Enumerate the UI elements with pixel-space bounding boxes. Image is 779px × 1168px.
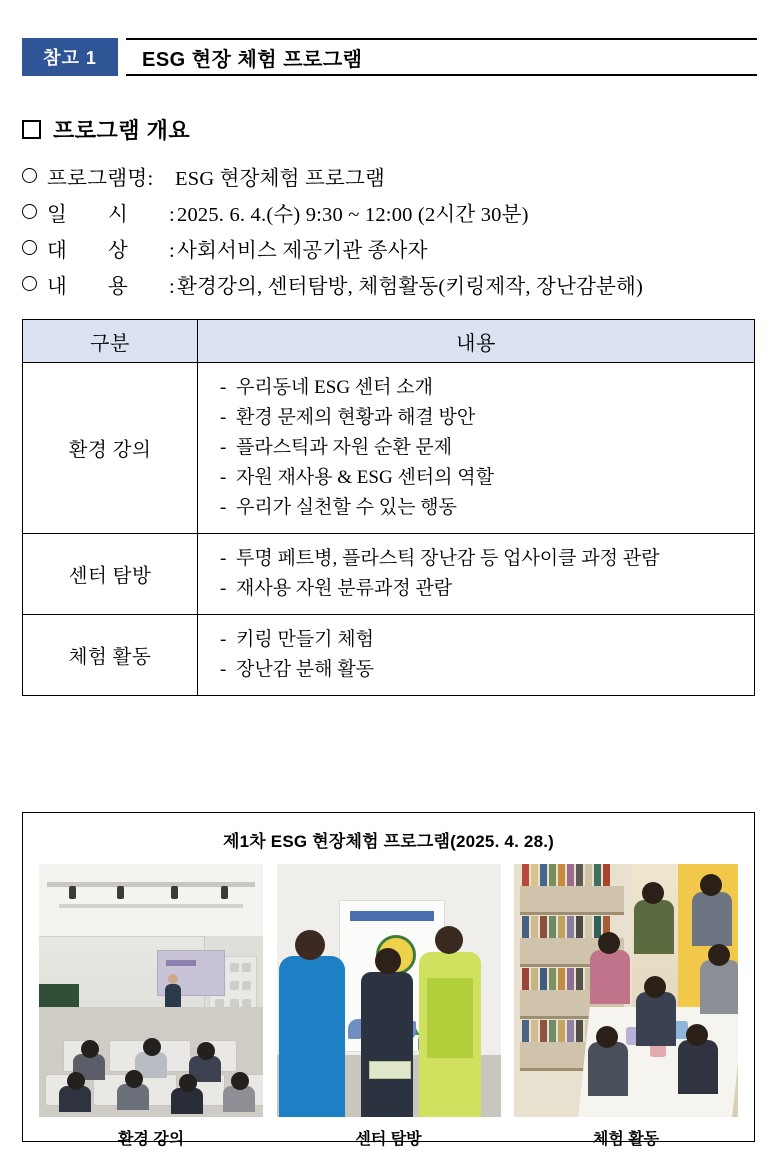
header-title-bar <box>126 38 757 76</box>
content-line: - 환경 문제의 현황과 해결 방안 <box>220 407 476 428</box>
table-row <box>23 615 755 696</box>
content-line: - 자원 재사용 & ESG 센터의 역할 <box>220 467 494 488</box>
photo-center-tour <box>277 864 501 1117</box>
section-heading-label: 프로그램 개요 <box>53 118 191 143</box>
table-header-row <box>23 320 755 363</box>
content-line: - 우리동네 ESG 센터 소개 <box>220 377 433 398</box>
program-overview-list <box>22 161 757 305</box>
photo-cell <box>514 864 738 1149</box>
info-label: 내 용 : <box>47 276 175 298</box>
photo-caption: 센터 탐방 <box>355 1131 422 1148</box>
column-header-division: 구분 <box>23 320 198 363</box>
content-line: - 우리가 실천할 수 있는 행동 <box>220 497 457 518</box>
content-line: - 장난감 분해 활동 <box>220 659 374 680</box>
photo-gallery <box>22 812 755 1148</box>
row-category: 환경 강의 <box>23 363 198 534</box>
photo-lecture <box>39 864 263 1117</box>
row-category: 센터 탐방 <box>23 534 198 615</box>
photo-caption: 체험 활동 <box>592 1131 660 1148</box>
list-item <box>22 233 757 269</box>
photo-activity <box>514 864 738 1117</box>
photo-caption: 환경 강의 <box>117 1131 185 1148</box>
row-content <box>198 534 755 615</box>
content-line: - 플라스틱과 자원 순환 문제 <box>220 437 453 458</box>
info-label: 대 상 : <box>47 240 175 262</box>
content-line: - 키링 만들기 체험 <box>220 629 374 650</box>
table-row <box>23 534 755 615</box>
list-item <box>22 197 757 233</box>
reference-badge: 참고 1 <box>22 38 118 76</box>
info-value: 환경강의, 센터탐방, 체험활동(키링제작, 장난감분해) <box>177 276 644 298</box>
content-line: - 투명 페트병, 플라스틱 장난감 등 업사이클 과정 관람 <box>220 548 660 569</box>
info-value: ESG 현장체험 프로그램 <box>175 168 386 190</box>
photo-gallery-title: 제1차 ESG 현장체험 프로그램(2025. 4. 28.) <box>222 832 555 851</box>
column-header-content: 내용 <box>198 320 755 363</box>
square-bullet-icon <box>22 120 41 139</box>
photo-cell <box>39 864 263 1149</box>
circle-bullet-icon <box>22 168 37 183</box>
row-content <box>198 363 755 534</box>
photo-grid <box>39 864 738 1149</box>
photo-cell <box>277 864 501 1149</box>
document-page <box>0 38 779 1168</box>
list-item <box>22 161 757 197</box>
info-value: 2025. 6. 4.(수) 9:30 ~ 12:00 (2시간 30분) <box>177 204 529 226</box>
program-table <box>22 319 755 696</box>
section-heading <box>22 114 757 145</box>
row-category: 체험 활동 <box>23 615 198 696</box>
circle-bullet-icon <box>22 276 37 291</box>
info-label: 일 시 : <box>47 204 175 226</box>
circle-bullet-icon <box>22 204 37 219</box>
info-value: 사회서비스 제공기관 종사자 <box>177 240 428 262</box>
content-line: - 재사용 자원 분류과정 관람 <box>220 578 453 599</box>
document-header <box>22 38 757 76</box>
row-content <box>198 615 755 696</box>
info-label: 프로그램명: <box>47 168 154 190</box>
table-row <box>23 363 755 534</box>
list-item <box>22 269 757 305</box>
circle-bullet-icon <box>22 240 37 255</box>
page-title: ESG 현장 체험 프로그램 <box>142 48 363 71</box>
